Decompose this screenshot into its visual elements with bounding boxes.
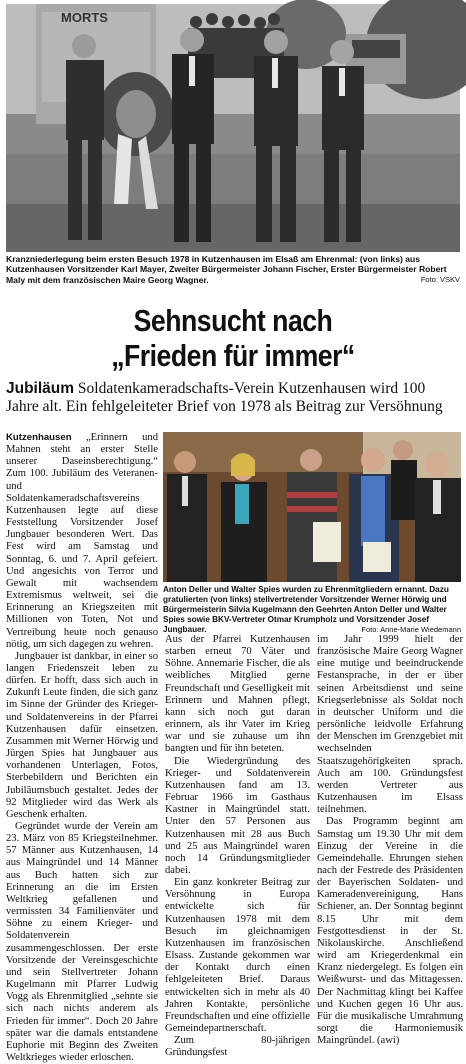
paragraph: Aus der Pfarrei Kutzenhausen starben erneut 70 Väter und Söhne. Annemarie Fischer, die als weibliches Mitglied gerne Freundschaft und Geselligkeit mit Erinnern und Mahnen pflegt, kann sich noch gut daran erinnern, als ihr Vater im Krieg war und sie zuhause um ihn bangten und für ihn beteten. [165,634,310,755]
paragraph: Ein ganz konkreter Beitrag zur Versöhnung in Europa entwickelte sich für Kutzenhausen 1978 mit dem Besuch im gleichnamigen Kutzenhausen im französischen Elsass. Zustande gekommen war der Kontakt durch einen fehlgeleiteten Brief. Daraus entwickelten sich in mehr als 40 Jahren Kontakte, persönliche Freundschaften und eine offizielle Gemeindepartnerschaft. [165,877,310,1034]
article-column-1 [6,432,158,1064]
photo-credit: Foto: Anne-Marie Wiedemann [361,625,461,634]
dateline-place: Kutzenhausen [6,432,72,443]
paragraph: Jungbauer ist dankbar, in einer so langen Friedenszeit leben zu dürfen. Er hofft, dass sich auch in Zukunft Leute finden, die sich ganz im Sinne der Gründer des Krieger- und Soldatenvereins in der Pfarrei Kutzenhausen dafür einsetzen. Zusammen mit Werner Hörwig und Jürgen Spies hat Jungbauer aus vorhandenen Unterlagen, Fotos, Sterbebildern und Berichten ein Jubiläumsbuch gestaltet. Jedes der 92 Mitglieder wird das Werk als Geschenk erhalten. [6,650,158,820]
paragraph-text: „Erinnern und Mahnen steht an erster Stelle unserer Daseinsberechtigung.“ Zum 100. Jubiläum des Veteranen- und Soldatenkameradschaftsvereins Kutzenhausen legte auf diese Feststellung Vorsitzender Josef Jungbauer besonderen Wert. Das Fest wird am Samstag und Sonntag, 6. und 7. April gefeiert. Und angesichts von Terror und Gewalt mit wachsendem Extremismus weltweit, sei die Erinnerung an Kriegszeiten mit Millionen von Toten, Not und Vertreibung heute noch genauso nötig, um sich dagegen zu wehren. [6,432,158,650]
caption-text: Anton Deller und Walter Spies wurden zu Ehrenmitgliedern ernannt. Dazu gratulierten (von links) stellvertretender Vorsitzender Werner Hörwig und Bürgermeisterin Silvia Kugelmann den Geehrten Anton Deller und Walter Spies sowie BKV-Vertreter Otmar Krumpholz und Vorsitzender Josef Jungbauer. [163,585,449,634]
group-photo [163,432,461,582]
subheadline-keyword: Jubiläum [6,380,75,397]
headline-line-1: Sehnsucht nach [133,303,333,338]
subheadline-text: Soldatenkameradschafts-Verein Kutzenhausen wird 100 Jahre alt. Ein fehlgeleiteter Brief von 1978 als Beitrag zur Versöhnung [6,380,443,415]
paragraph [6,432,158,651]
headline-line-2: „Frieden für immer“ [111,338,355,373]
article-column-3 [317,634,463,1047]
paragraph: Gegründet wurde der Verein am 23. März von 85 Kriegsteilnehmer. 57 Männer aus Kutzenhausen, 14 aus Maingründel und 14 Männer aus Buch hatten sich zur Erinnerung an die im Ersten Weltkrieg gefallenen und vermissten 34 Familienväter und Söhne zu einem Krieger- und Soldatenverein zusammengeschlossen. Der erste Vorsitzende der Vereinsgeschichte und sein Stellvertreter Johann Kugelmann mit Pfarrer Ludwig Vogg als Ehrenmitglied „sehnte sie sich nach nichts anderem als Frieden für immer“. Doch 20 Jahre später war die damals entstandene Euphorie mit Beginn des Zweiten Weltkrieges wieder erloschen. [6,821,158,1063]
memorial-photo [6,4,460,252]
memorial-inscription: MORTS [61,10,108,25]
article-headline [33,303,434,373]
article-column-2 [165,634,310,1059]
paragraph: Das Programm beginnt am Samstag um 19.30 Uhr mit dem Einzug der Vereine in die Gemeindehalle. Ehrungen stehen nach der Festrede des Präsidenten der Bayerischen Soldaten- und Kameradenvereinigung, Hans Schiener, an. Der Sonntag beginnt 8.15 Uhr mit dem Festgottesdienst in der St. Nikolauskirche. Anschließend wird am Kriegerdenkmal ein Kranz niedergelegt. Es folgen ein Weißwurst- und das Mittagessen. Der Nachmittag klingt bei Kaffee und Kuchen gegen 16 Uhr aus. Für die musikalische Umrahmung sorgt die Harmoniemusik Maingründel. (awi) [317,816,463,1047]
group-photo-caption [163,585,461,635]
paragraph: im Jahr 1999 hielt der französische Maire Georg Wagner eine mutige und beeindruckende Festansprache, in der er über seinen Arbeitsdienst und seine Kriegserlebnisse als Soldat noch in deutscher Uniform und die persönliche leidvolle Erfahrung der Menschen im Grenzgebiet mit wechselnden Staatszugehörigkeiten sprach. Auch am 100. Gründungsfest werden Vertreter aus Kutzenhausen im Elsass teilnehmen. [317,634,463,816]
paragraph: Zum 80-jährigen Gründungsfest [165,1035,310,1059]
caption-text: Kranzniederlegung beim ersten Besuch 1978 in Kutzenhausen im Elsaß am Ehrenmal: (von links) aus Kutzenhausen Vorsitzender Karl Mayer, Zweiter Bürgermeister Johann Fischer, Erster Bürgermeister Robert Maly mit dem französischen Maire Georg Wagner. [6,254,447,285]
article-subheadline [6,380,460,416]
top-photo-caption [6,254,460,285]
paragraph: Die Wiedergründung des Krieger- und Soldatenverein Kutzenhausen fand am 13. Februar 1966 im Gasthaus Kastner in Maingründel statt. Unter den 57 Personen aus Kutzenhausen mit 28 aus Buch und 25 aus Maingründel waren noch 14 Gründungsmitglieder dabei. [165,755,310,876]
photo-credit: Foto: VSKV [420,274,460,284]
